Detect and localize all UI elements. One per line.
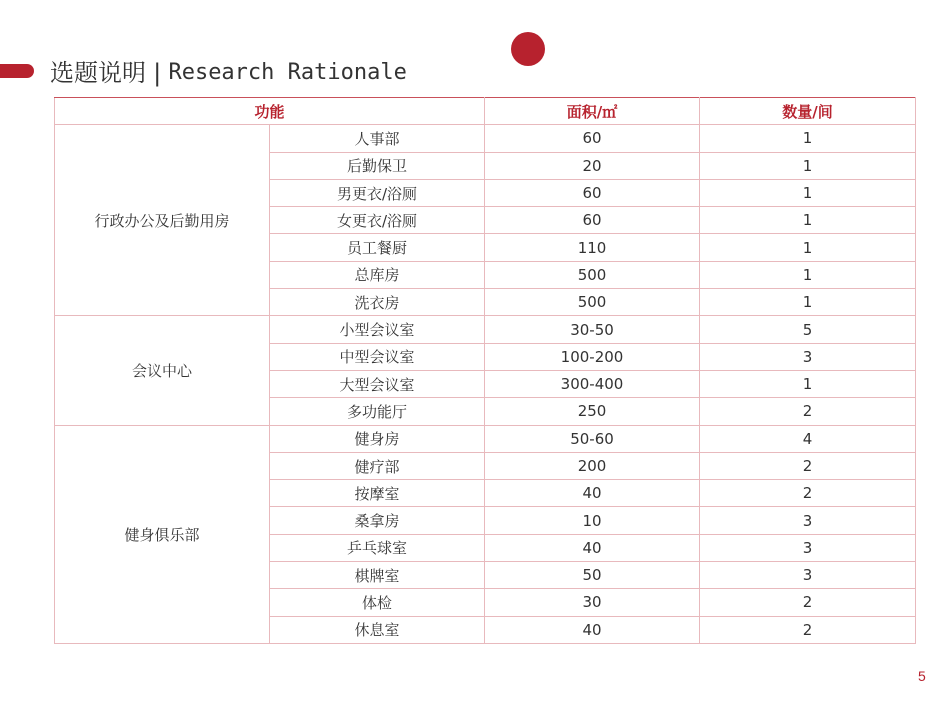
count-cell: 1: [700, 152, 916, 179]
count-cell: 3: [700, 562, 916, 589]
header-count: 数量/间: [700, 98, 916, 125]
area-cell: 500: [485, 289, 700, 316]
area-cell: 200: [485, 452, 700, 479]
count-cell: 3: [700, 507, 916, 534]
header-function: 功能: [55, 98, 485, 125]
count-cell: 1: [700, 289, 916, 316]
count-cell: 2: [700, 452, 916, 479]
table-row: [55, 425, 916, 452]
room-name-cell: 小型会议室: [270, 316, 485, 343]
count-cell: 2: [700, 616, 916, 643]
header-area: 面积/㎡: [485, 98, 700, 125]
table-row: [55, 125, 916, 152]
room-requirements-table: [54, 97, 916, 644]
area-cell: 40: [485, 534, 700, 561]
count-cell: 1: [700, 125, 916, 152]
area-cell: 40: [485, 616, 700, 643]
area-cell: 100-200: [485, 343, 700, 370]
area-cell: 30: [485, 589, 700, 616]
count-cell: 4: [700, 425, 916, 452]
group-name-cell: 行政办公及后勤用房: [55, 125, 270, 316]
room-name-cell: 乒乓球室: [270, 534, 485, 561]
decorative-circle: [511, 32, 545, 66]
count-cell: 2: [700, 589, 916, 616]
page-title-chinese: 选题说明: [50, 59, 146, 87]
room-name-cell: 休息室: [270, 616, 485, 643]
area-cell: 40: [485, 480, 700, 507]
room-name-cell: 女更衣/浴厕: [270, 207, 485, 234]
count-cell: 1: [700, 370, 916, 397]
page-title-english: Research Rationale: [168, 60, 407, 85]
area-cell: 50-60: [485, 425, 700, 452]
area-cell: 60: [485, 207, 700, 234]
room-name-cell: 桑拿房: [270, 507, 485, 534]
count-cell: 2: [700, 480, 916, 507]
area-cell: 20: [485, 152, 700, 179]
count-cell: 1: [700, 234, 916, 261]
count-cell: 3: [700, 343, 916, 370]
room-name-cell: 大型会议室: [270, 370, 485, 397]
area-cell: 10: [485, 507, 700, 534]
count-cell: 1: [700, 207, 916, 234]
count-cell: 5: [700, 316, 916, 343]
room-name-cell: 总库房: [270, 261, 485, 288]
room-name-cell: 洗衣房: [270, 289, 485, 316]
count-cell: 3: [700, 534, 916, 561]
room-name-cell: 体检: [270, 589, 485, 616]
room-name-cell: 多功能厅: [270, 398, 485, 425]
area-cell: 60: [485, 179, 700, 206]
area-cell: 300-400: [485, 370, 700, 397]
count-cell: 1: [700, 179, 916, 206]
table-header-row: [55, 98, 916, 125]
count-cell: 1: [700, 261, 916, 288]
room-name-cell: 按摩室: [270, 480, 485, 507]
room-name-cell: 后勤保卫: [270, 152, 485, 179]
group-name-cell: 健身俱乐部: [55, 425, 270, 643]
table-row: [55, 316, 916, 343]
area-cell: 60: [485, 125, 700, 152]
room-name-cell: 中型会议室: [270, 343, 485, 370]
area-cell: 250: [485, 398, 700, 425]
area-cell: 500: [485, 261, 700, 288]
room-name-cell: 健疗部: [270, 452, 485, 479]
room-name-cell: 男更衣/浴厕: [270, 179, 485, 206]
page-title-separator: |: [150, 59, 165, 87]
page-title: [50, 56, 407, 90]
group-name-cell: 会议中心: [55, 316, 270, 425]
count-cell: 2: [700, 398, 916, 425]
decorative-side-bar: [0, 64, 34, 78]
area-cell: 110: [485, 234, 700, 261]
room-name-cell: 人事部: [270, 125, 485, 152]
page-number: 5: [918, 668, 926, 684]
table-body: [55, 125, 916, 644]
area-cell: 50: [485, 562, 700, 589]
room-name-cell: 棋牌室: [270, 562, 485, 589]
room-name-cell: 员工餐厨: [270, 234, 485, 261]
room-name-cell: 健身房: [270, 425, 485, 452]
area-cell: 30-50: [485, 316, 700, 343]
